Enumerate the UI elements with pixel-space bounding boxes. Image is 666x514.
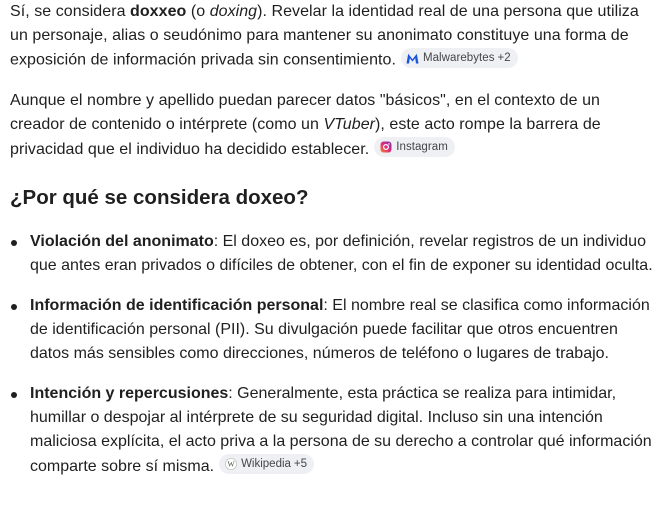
bullet-dot — [11, 304, 17, 310]
list-item — [10, 294, 658, 366]
bold-term: doxxeo — [130, 3, 187, 20]
paragraph-intro — [10, 0, 658, 73]
text: (o — [186, 3, 210, 20]
text: : El doxeo es, por definición, revelar registros de un individuo que antes eran privados o difíciles de obtener, con el fin de exponer su identidad oculta. — [30, 232, 653, 274]
wikipedia-logo-icon — [224, 457, 237, 470]
svg-text:W: W — [227, 459, 235, 469]
source-chip-wikipedia[interactable] — [219, 454, 314, 474]
source-label: Instagram — [396, 140, 448, 153]
italic-term: doxing — [209, 3, 258, 20]
bullet-dot — [11, 240, 17, 246]
list-item — [10, 382, 658, 479]
list-item — [10, 230, 658, 278]
text: : El nombre real se clasifica como información de identificación personal (PII). Su divulgación puede facilitar que otros encuentren datos más sensibles como direcciones, números de teléfono o lugares de trabajo. — [30, 296, 650, 362]
source-chip-instagram[interactable] — [374, 137, 455, 157]
text: Aunque el nombre y apellido puedan parecer datos "básicos", en el contexto de un creador de contenido o intérprete (como un — [10, 91, 600, 133]
source-chip-malwarebytes[interactable] — [401, 48, 518, 68]
instagram-logo-icon — [379, 140, 392, 153]
italic-term: VTuber — [323, 115, 376, 133]
bold-term: Información de identificación personal — [30, 296, 324, 314]
source-more-count: +2 — [497, 52, 511, 64]
bold-term: Violación del anonimato — [30, 232, 214, 250]
malwarebytes-logo-icon — [406, 52, 419, 65]
source-label: Malwarebytes — [422, 52, 495, 64]
text: Sí, se considera — [10, 3, 131, 20]
reasons-list — [10, 230, 658, 479]
text: : Generalmente, esta práctica se realiza para intimidar, humillar o despojar al intérprete de su seguridad digital. Incluso sin una intención maliciosa explícita, el acto priva a la persona de su derecho a controlar qué información comparte sobre sí misma. — [30, 384, 652, 475]
bold-term: Intención y repercusiones — [30, 384, 229, 402]
bullet-dot — [11, 392, 17, 398]
paragraph-context — [10, 89, 658, 162]
source-label: Wikipedia — [241, 457, 291, 470]
source-more-count: +5 — [293, 457, 308, 470]
text: ), este acto rompe la barrera de privacidad que el individuo ha decidido establecer. — [10, 115, 601, 158]
section-heading: ¿Por qué se considera doxeo? — [10, 185, 309, 209]
text: ). Revelar la identidad real de una persona que utiliza un personaje, alias o seudónimo para mantener su anonimato constituye una forma de exposición de información privada sin consentimiento. — [10, 3, 639, 69]
